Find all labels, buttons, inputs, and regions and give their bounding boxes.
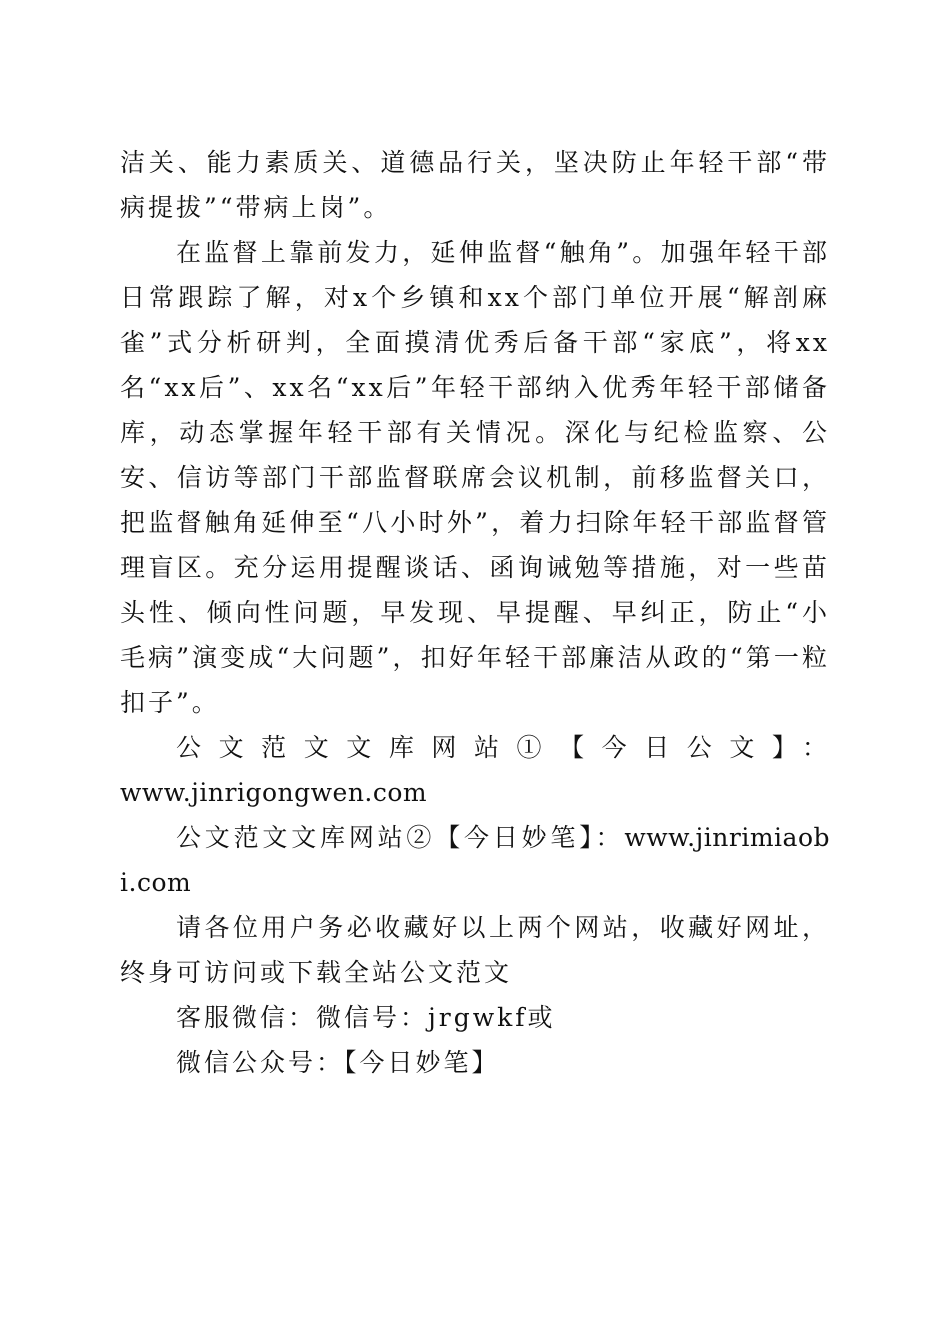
official-account: 微信公众号：【今日妙笔】 (176, 1048, 500, 1077)
paragraph-continuation: 洁关、能力素质关、道德品行关，坚决防止年轻干部“带病提拔”“带病上岗”。 (120, 148, 830, 222)
site2-label: 公文范文文库网站②【今日妙笔】： (176, 823, 625, 852)
document-body (120, 140, 830, 1085)
site1-url: www.jinrigongwen.com (120, 778, 428, 807)
site1-label: 公文范文文库网站①【今日公文】： (176, 733, 830, 762)
site2-line (120, 815, 830, 905)
site2-url: www.jinrimiaobi.com (120, 823, 830, 897)
paragraph-supervision: 在监督上靠前发力，延伸监督“触角”。加强年轻干部日常跟踪了解，对x个乡镇和xx个部门单位开展“解剖麻雀”式分析研判，全面摸清优秀后备干部“家底”，将xx名“xx后”、xx名“xx后”年轻干部纳入优秀年轻干部储备库，动态掌握年轻干部有关情况。深化与纪检监察、公安、信访等部门干部监督联席会议机制，前移监督关口，把监督触角延伸至“八小时外”，着力扫除年轻干部监督管理盲区。充分运用提醒谈话、函询诫勉等措施，对一些苗头性、倾向性问题，早发现、早提醒、早纠正，防止“小毛病”演变成“大问题”，扣好年轻干部廉洁从政的“第一粒扣子”。 (120, 238, 830, 717)
bookmark-notice: 请各位用户务必收藏好以上两个网站，收藏好网址，终身可访问或下载全站公文范文 (120, 913, 830, 987)
wechat-contact: 客服微信：微信号：jrgwkf或 (176, 1003, 556, 1032)
